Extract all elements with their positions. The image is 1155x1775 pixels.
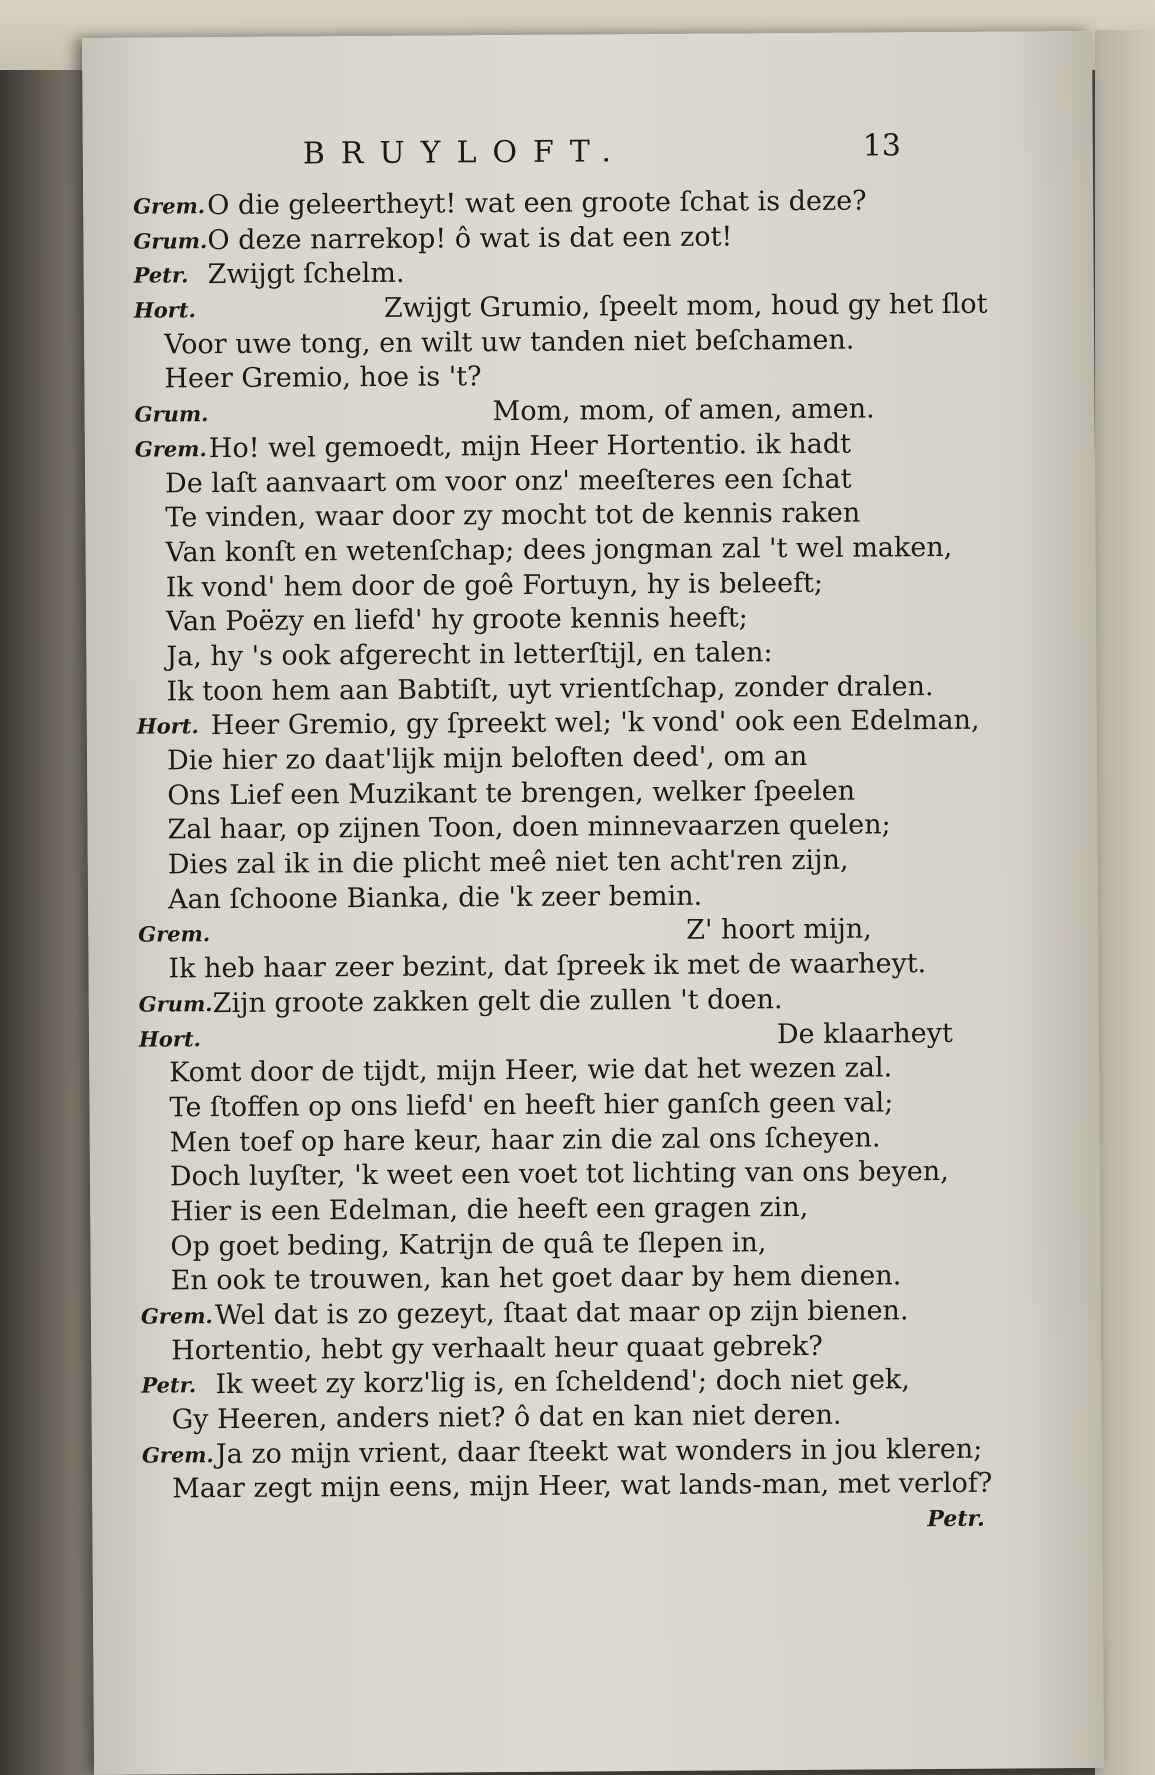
running-head: [83, 128, 1093, 188]
speech-text: De klaarheyt: [776, 1017, 953, 1050]
speaker-name: Grem.: [133, 193, 206, 219]
speech-text: De laſt aanvaart om voor onz' meeſteres een ſchat: [165, 463, 852, 499]
speaker-name: Hort.: [133, 297, 196, 323]
speech-text: Hier is een Edelman, die heeft een gragen zin,: [170, 1191, 809, 1228]
speaker-name: Grem.: [138, 921, 211, 948]
speaker-name: Hort.: [138, 1025, 202, 1052]
speaker-name: Grum.: [138, 990, 213, 1017]
speech-text: Te ſtoffen op ons liefd' en heeft hier ganſch geen val;: [169, 1087, 894, 1124]
speaker-name: Petr.: [141, 1372, 197, 1398]
page-number: 13: [862, 128, 902, 164]
speaker-name: Hort.: [136, 713, 199, 739]
verse-text: [133, 183, 1042, 1542]
page-stack-edge: [1095, 30, 1155, 1775]
speech-text: Ons Lief een Muzikant te brengen, welker ſpeelen: [167, 775, 856, 812]
speech-text: Ja, hy 's ook afgerecht in letterſtijl, en talen:: [166, 637, 773, 673]
speech-text: O die geleertheyt! wat een groote ſchat is deze?: [207, 185, 867, 222]
speech-text: Heer Gremio, hoe is 't?: [164, 361, 482, 395]
facing-page-edge: [0, 0, 95, 1775]
speech-text: Men toef op hare keur, haar zin die zal ons ſcheyen.: [169, 1122, 881, 1158]
speech-text: Te vinden, waar door zy mocht tot de kennis raken: [165, 497, 861, 534]
speech-text: Wel dat is zo gezeyt, ſtaat dat maar op zijn bienen.: [214, 1295, 909, 1332]
speech-text: Zwijgt Grumio, ſpeelt mom, houd gy het ſlot: [383, 288, 988, 324]
speech-text: Ik toon hem aan Babtiſt, uyt vrientſchap, zonder dralen.: [166, 670, 934, 708]
speech-text: Voor uwe tong, en wilt uw tanden niet beſchamen.: [164, 324, 855, 361]
speech-text: En ook te trouwen, kan het goet daar by hem dienen.: [170, 1260, 902, 1297]
speech-text: Maar zegt mijn eens, mijn Heer, wat lands-man, met verlof?: [172, 1468, 993, 1505]
speaker-name: Grem.: [140, 1303, 213, 1329]
speech-text: Aan ſchoone Bianka, die 'k zeer bemin.: [167, 880, 703, 916]
speech-text: Mom, mom, of amen, amen.: [492, 393, 875, 428]
speaker-name: Grum.: [133, 227, 208, 254]
speech-text: Die hier zo daat'lijk mijn beloften deed', om an: [166, 740, 808, 777]
speech-text: Ik weet zy korz'lig is, en ſcheldend'; doch niet gek,: [215, 1364, 911, 1401]
speech-text: Z' hoort mijn,: [686, 913, 872, 947]
speech-text: Zwijgt ſchelm.: [207, 258, 405, 291]
speaker-name: Grem.: [141, 1441, 214, 1468]
catchword-line: [142, 1501, 1042, 1542]
speech-text: Ik heb haar zeer bezint, dat ſpreek ik met de waarheyt.: [168, 948, 927, 985]
speech-text: Dies zal ik in die plicht meê niet ten acht'ren zijn,: [167, 844, 849, 881]
speech-text: Ho! wel gemoedt, mijn Heer Hortentio. ik hadt: [208, 428, 852, 464]
speech-text: Hortentio, hebt gy verhaalt heur quaat gebrek?: [171, 1330, 823, 1367]
speech-text: Van Poëzy en liefd' hy groote kennis heeft;: [165, 602, 748, 638]
speech-text: Op goet beding, Katrijn de quâ te ſlepen in,: [170, 1226, 767, 1263]
speaker-name: Grem.: [134, 435, 207, 462]
speaker-name: Grum.: [134, 401, 209, 427]
speech-text: Heer Gremio, gy ſpreekt wel; 'k vond' ook een Edelman,: [210, 705, 980, 742]
speech-text: Ik vond' hem door de goê Fortuyn, hy is beleeft;: [165, 567, 824, 603]
speech-text: Komt door de tijdt, mijn Heer, wie dat het wezen zal.: [169, 1052, 893, 1089]
speech-text: Doch luyſter, 'k weet een voet tot lichting van ons beyen,: [169, 1156, 949, 1193]
speech-text: Ja zo mijn vrient, daar ſteekt wat wonders in jou kleren;: [215, 1433, 983, 1470]
speech-text: Zijn groote zakken gelt die zullen 't doen.: [212, 983, 783, 1019]
book-page: [82, 31, 1104, 1775]
speaker-name: Petr.: [133, 262, 189, 289]
speech-text: Zal haar, op zijnen Toon, doen minnevaarzen quelen;: [167, 809, 891, 846]
speech-text: Van konſt en wetenſchap; dees jongman zal 't wel maken,: [165, 531, 953, 569]
catchword: Petr.: [927, 1505, 985, 1533]
running-title: BRUYLOFT.: [302, 134, 628, 172]
speech-text: O deze narrekop! ô wat is dat een zot!: [207, 221, 733, 256]
speech-text: Gy Heeren, anders niet? ô dat en kan niet deren.: [171, 1399, 842, 1436]
